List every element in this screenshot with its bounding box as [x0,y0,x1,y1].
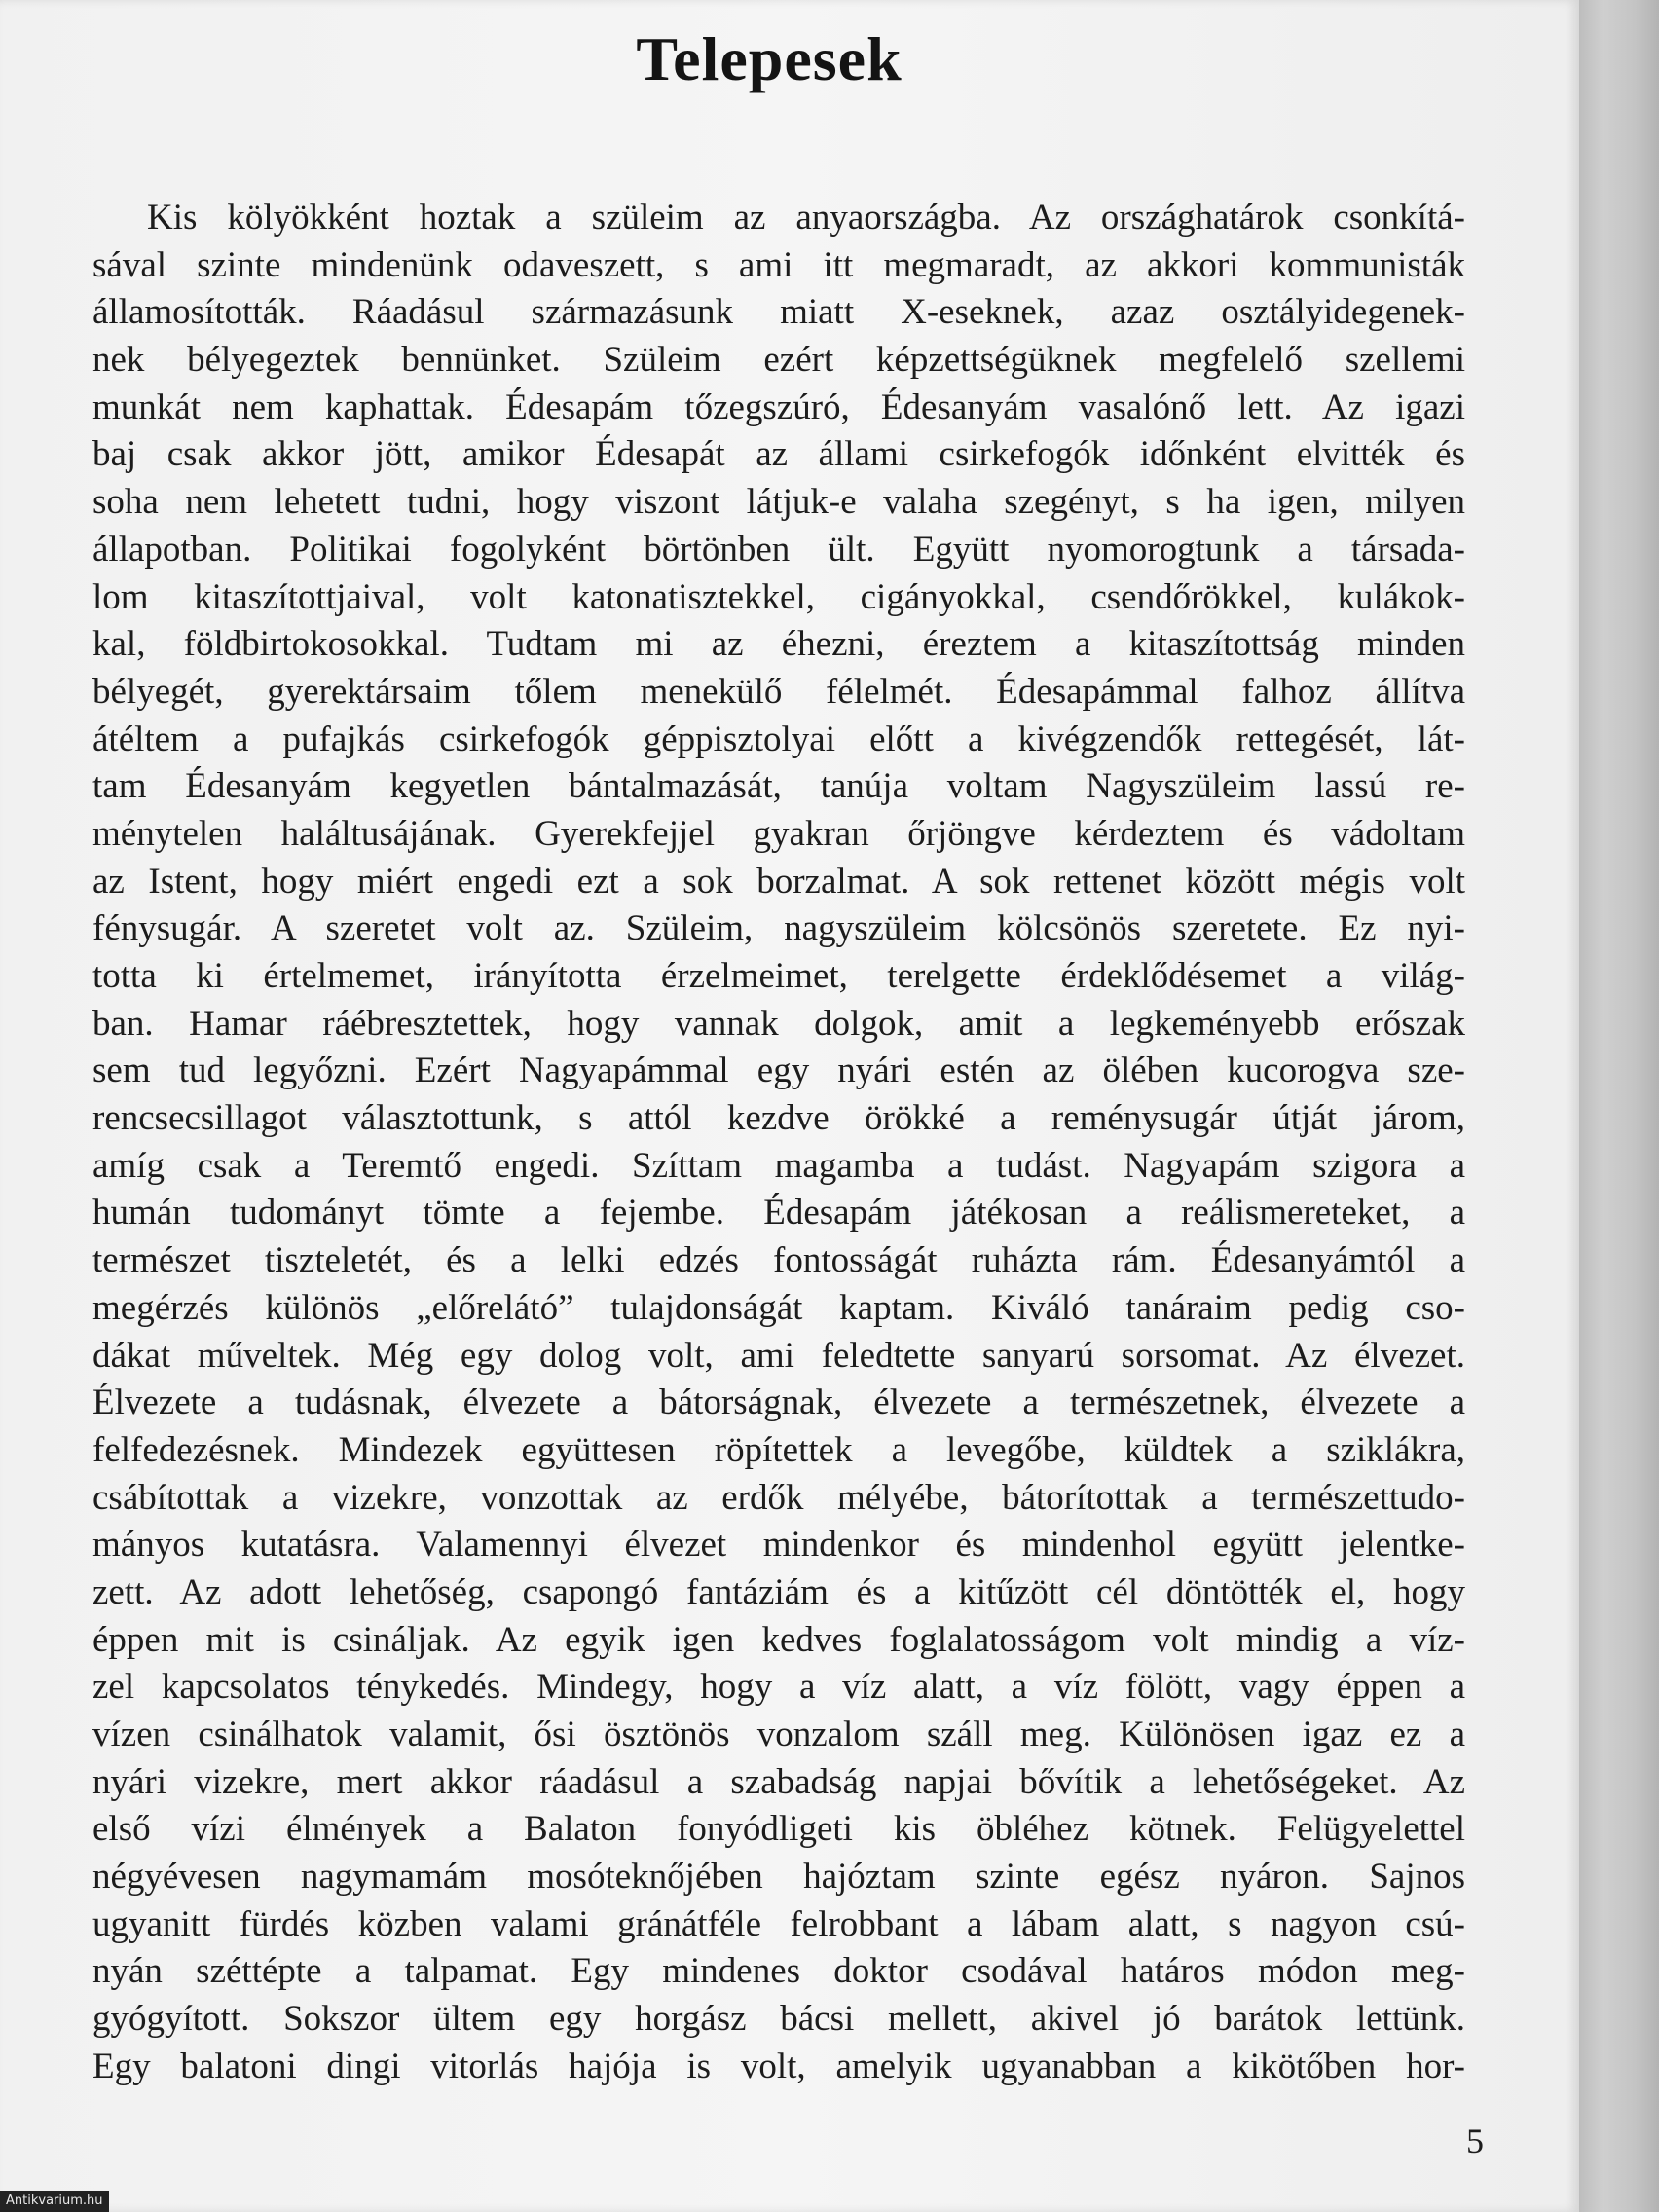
text-line: kal, földbirtokosokkal. Tudtam mi az éhezni, éreztem a kitaszítottság minden [92,624,1465,665]
text-line: éppen mit is csináljak. Az egyik igen kedves foglalatosságom volt mindig a víz- [92,1619,1465,1660]
text-line: sem tud legyőzni. Ezért Nagyapámmal egy nyári estén az ölében kucorogva sze- [92,1051,1465,1091]
text-line: államosították. Ráadásul származásunk miatt X-eseknek, azaz osztályidegenek- [92,292,1465,333]
text-line: az Istent, hogy miért engedi ezt a sok borzalmat. A sok rettenet között mégis volt [92,861,1465,902]
text-line: mányos kutatásra. Valamennyi élvezet mindenkor és mindenhol együtt jelentke- [92,1525,1465,1566]
text-line: soha nem lehetett tudni, hogy viszont látjuk-e valaha szegényt, s ha igen, milyen [92,482,1465,523]
text-line: ban. Hamar ráébresztettek, hogy vannak dolgok, amit a legkeményebb erőszak [92,1003,1465,1044]
page-title: Telepesek [636,24,903,93]
text-line: első vízi élmények a Balaton fonyódligeti kis öbléhez kötnek. Felügyelettel [92,1809,1465,1850]
body-text [92,195,1465,2091]
text-line: munkát nem kaphattak. Édesapám tőzegszúró, Édesanyám vasalónő lett. Az igazi [92,387,1465,427]
text-line: rencsecsillagot választottunk, s attól kezdve örökké a reménysugár útját járom, [92,1098,1465,1139]
book-spine-edge [1579,0,1659,2212]
page-number: 5 [1466,2121,1484,2160]
text-line: fénysugár. A szeretet volt az. Szüleim, nagyszüleim kölcsönös szeretete. Ez nyi- [92,908,1465,949]
text-line: nyán széttépte a talpamat. Egy mindenes doktor csodával határos módon meg- [92,1951,1465,1992]
text-line: gyógyított. Sokszor ültem egy horgász bácsi mellett, akivel jó barátok lettünk. [92,1999,1465,2040]
text-line: sával szinte mindenünk odaveszett, s ami itt megmaradt, az akkori kommunisták [92,244,1465,285]
text-line: humán tudományt tömte a fejembe. Édesapám játékosan a reálismereteket, a [92,1193,1465,1234]
text-line: lom kitaszítottjaival, volt katonatisztekkel, cigányokkal, csendőrökkel, kulákok- [92,576,1465,617]
text-line: vízen csinálhatok valamit, ősi ösztönös vonzalom száll meg. Különösen igaz ez a [92,1714,1465,1754]
text-line: dákat műveltek. Még egy dolog volt, ami feledtette sanyarú sorsomat. Az élvezet. [92,1335,1465,1376]
text-line: bélyegét, gyerektársaim tőlem menekülő félelmét. Édesapámmal falhoz állítva [92,671,1465,712]
text-line: négyévesen nagymamám mosóteknőjében hajóztam szinte egész nyáron. Sajnos [92,1857,1465,1898]
text-line: természet tiszteletét, és a lelki edzés fontosságát ruházta rám. Édesanyámtól a [92,1240,1465,1281]
text-line: csábítottak a vizekre, vonzottak az erdők mélyébe, bátorítottak a természettudo- [92,1477,1465,1518]
text-line: Kis kölyökként hoztak a szüleim az anyaországba. Az országhatárok csonkítá- [147,198,1465,238]
text-line: átéltem a pufajkás csirkefogók géppisztolyai előtt a kivégzendők rettegését, lát- [92,719,1465,759]
text-line: ménytelen haláltusájának. Gyerekfejjel gyakran őrjöngve kérdeztem és vádoltam [92,813,1465,854]
text-line: nyári vizekre, mert akkor ráadásul a szabadság napjai bővítik a lehetőségeket. Az [92,1761,1465,1802]
text-line: baj csak akkor jött, amikor Édesapát az állami csirkefogók időnként elvitték és [92,434,1465,475]
text-line: zett. Az adott lehetőség, csapongó fantáziám és a kitűzött cél döntötték el, hogy [92,1571,1465,1612]
text-line: nek bélyegeztek bennünket. Szüleim ezért képzettségüknek megfelelő szellemi [92,340,1465,381]
text-line: tam Édesanyám kegyetlen bántalmazását, tanúja voltam Nagyszüleim lassú re- [92,766,1465,807]
watermark: Antikvarium.hu [0,2191,109,2212]
text-line: amíg csak a Teremtő engedi. Szíttam magamba a tudást. Nagyapám szigora a [92,1145,1465,1186]
text-line: állapotban. Politikai fogolyként börtönben ült. Együtt nyomorogtunk a társada- [92,529,1465,570]
text-line: felfedezésnek. Mindezek együttesen röpítettek a levegőbe, küldtek a sziklákra, [92,1429,1465,1470]
text-line: zel kapcsolatos ténykedés. Mindegy, hogy a víz alatt, a víz fölött, vagy éppen a [92,1667,1465,1708]
text-line: ugyanitt fürdés közben valami gránátféle felrobbant a lábam alatt, s nagyon csú- [92,1903,1465,1944]
text-line: totta ki értelmemet, irányította érzelmeimet, terelgette érdeklődésemet a világ- [92,956,1465,996]
text-line: Élvezete a tudásnak, élvezete a bátorságnak, élvezete a természetnek, élvezete a [92,1382,1465,1423]
text-line: megérzés különös „előrelátó” tulajdonságát kaptam. Kiváló tanáraim pedig cso- [92,1287,1465,1328]
text-line: Egy balatoni dingi vitorlás hajója is volt, amelyik ugyanabban a kikötőben hor- [92,2046,1465,2086]
